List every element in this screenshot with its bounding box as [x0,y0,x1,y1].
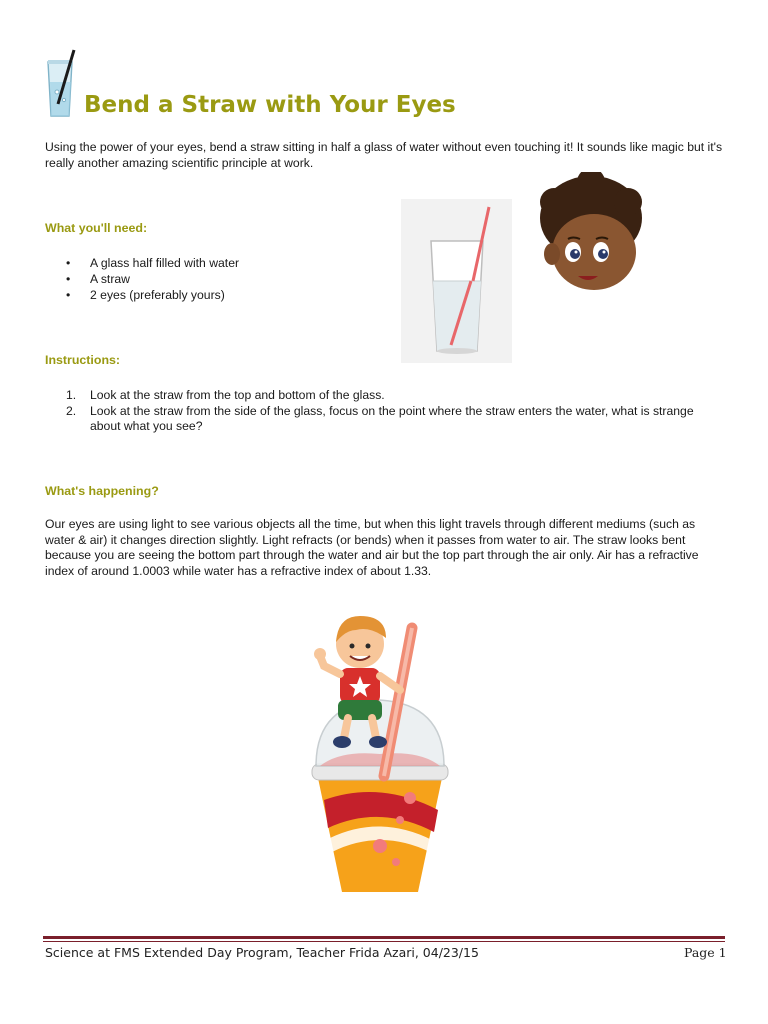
needs-heading: What you'll need: [45,221,148,235]
step-text: Look at the straw from the side of the glass, focus on the point where the straw enters the water, what is strange about what you see? [90,403,694,433]
page-title: Bend a Straw with Your Eyes [84,92,456,118]
glass-straw-icon [44,48,78,120]
step-text: Look at the straw from the top and bottom of the glass. [90,388,385,402]
intro-paragraph: Using the power of your eyes, bend a straw sitting in half a glass of water without even touching it! It sounds like magic but it's really another amazing scientific principle at work. [45,140,723,170]
footer-text: Science at FMS Extended Day Program, Teacher Frida Azari, 04/23/15 [45,945,479,960]
step-number: 2. [66,403,77,418]
list-item [66,404,726,435]
glass-of-water-image [401,199,512,363]
instructions-heading: Instructions: [45,353,121,367]
list-item [66,388,726,404]
boy-on-cup-illustration [300,600,460,900]
list-item: • A straw [66,271,239,287]
step-number: 1. [66,388,77,402]
happening-paragraph: Our eyes are using light to see various objects all the time, but when this light travels through different mediums (such as water & air) it changes direction slightly. Light refracts (or bends) when it passes from water to air. The straw looks bent because you are seeing the bottom part through the water and air but the top part through the air only. Air has a refractive index of around 1.0003 while water has a refractive index of about 1.33. [45,517,699,578]
happening-heading: What's happening? [45,484,159,498]
instructions-list [66,388,726,435]
list-item: • A glass half filled with water [66,255,239,271]
footer-rule [43,936,725,939]
needs-list [66,255,239,303]
page-number: Page 1 [684,945,727,960]
footer-rule-thin [43,941,725,942]
list-item: • 2 eyes (preferably yours) [66,287,239,303]
boy-face-illustration [538,172,644,296]
